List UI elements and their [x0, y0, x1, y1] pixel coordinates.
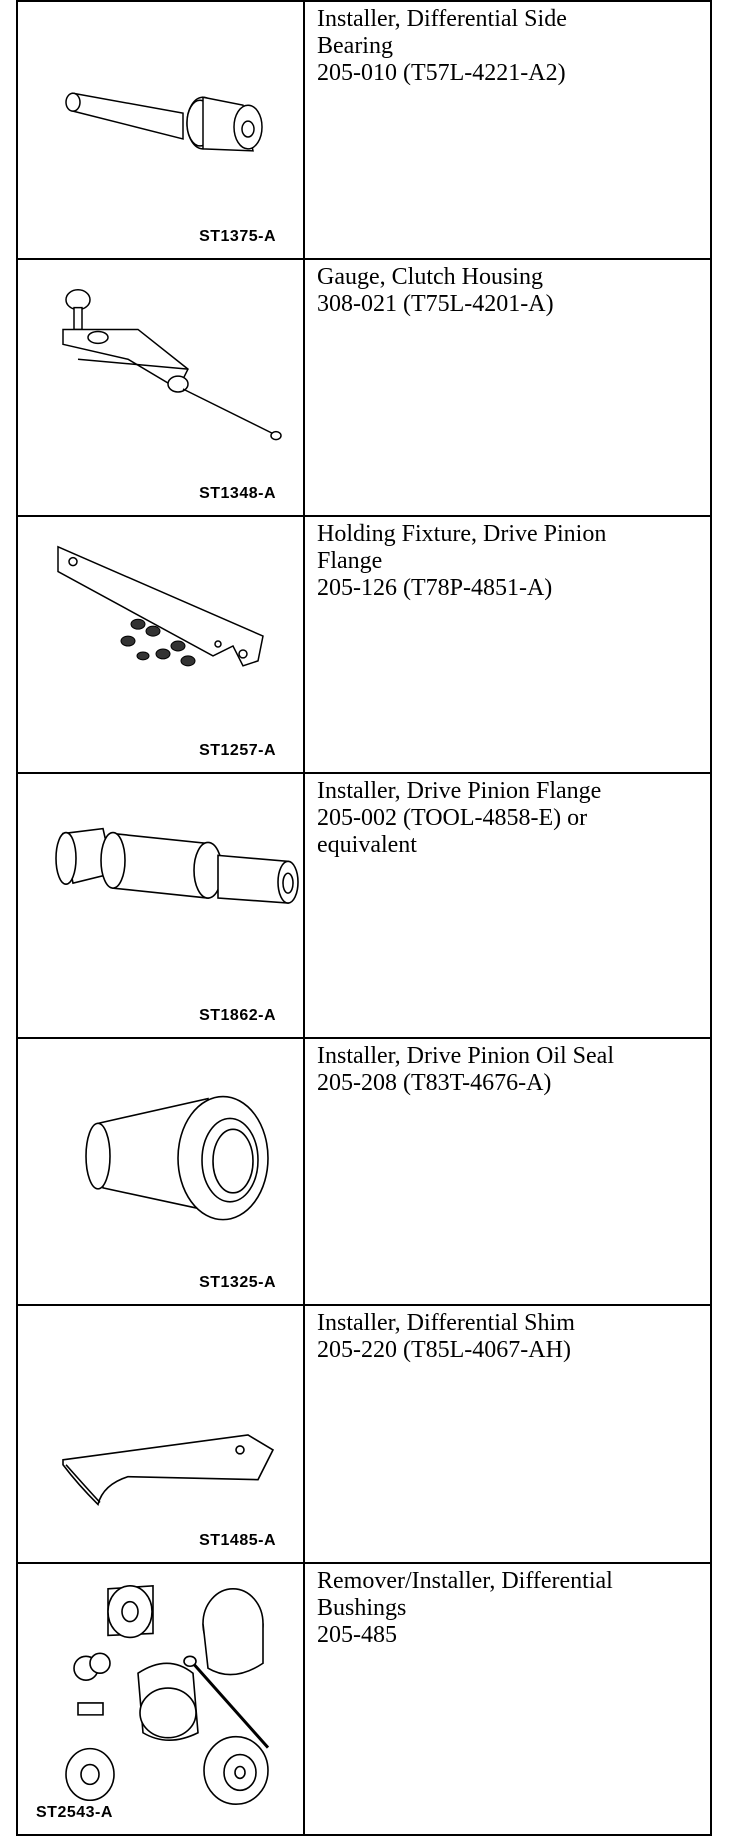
clutch-housing-gauge-icon — [18, 260, 303, 515]
tool-name: Installer, Drive Pinion Flange — [317, 778, 602, 804]
figure-id-label: ST1325-A — [199, 1274, 276, 1291]
tool-name-cont: Bushings — [317, 1595, 407, 1621]
tool-name: Installer, Differential Side — [317, 6, 567, 32]
oil-seal-installer-icon — [18, 1039, 303, 1304]
tool-name: Remover/Installer, Differential — [317, 1568, 613, 1594]
tool-part-number: 205-002 (TOOL-4858-E) or — [317, 805, 588, 831]
tool-row — [17, 1038, 711, 1305]
special-tools-table — [16, 0, 712, 1836]
figure-id-label: ST1485-A — [199, 1532, 276, 1549]
tool-description-cell — [304, 1038, 711, 1305]
tool-row — [17, 1305, 711, 1563]
tool-illustration-cell — [17, 259, 304, 516]
figure-id-label: ST1862-A — [199, 1007, 276, 1024]
tool-name: Installer, Differential Shim — [317, 1310, 575, 1336]
tool-description-cell — [304, 1305, 711, 1563]
tool-illustration-cell — [17, 1038, 304, 1305]
figure-id-label: ST1375-A — [199, 228, 276, 245]
tool-description-cell — [304, 259, 711, 516]
tool-row — [17, 1563, 711, 1835]
tool-part-number: 205-010 (T57L-4221-A2) — [317, 60, 566, 86]
tool-description-cell — [304, 516, 711, 773]
tool-name-cont: Bearing — [317, 33, 393, 59]
tool-illustration-cell — [17, 1305, 304, 1563]
bearing-installer-icon — [18, 2, 303, 258]
shim-installer-icon — [18, 1306, 303, 1562]
tool-part-number: 205-220 (T85L-4067-AH) — [317, 1337, 571, 1363]
tool-illustration-cell — [17, 1563, 304, 1835]
figure-id-label: ST2543-A — [36, 1804, 113, 1821]
tool-illustration-cell — [17, 1, 304, 259]
tool-row — [17, 1, 711, 259]
tool-illustration-cell — [17, 516, 304, 773]
figure-id-label: ST1348-A — [199, 485, 276, 502]
holding-fixture-icon — [18, 517, 303, 772]
tool-note: equivalent — [317, 832, 417, 858]
tool-description-cell — [304, 1563, 711, 1835]
tool-description-cell — [304, 773, 711, 1038]
tool-description-cell — [304, 1, 711, 259]
figure-id-label: ST1257-A — [199, 742, 276, 759]
tool-name-cont: Flange — [317, 548, 383, 574]
tool-part-number: 205-485 — [317, 1622, 397, 1648]
tool-name: Gauge, Clutch Housing — [317, 264, 543, 290]
bushing-remover-installer-icon — [18, 1564, 303, 1834]
flange-installer-icon — [18, 774, 303, 1037]
tool-part-number: 205-126 (T78P-4851-A) — [317, 575, 553, 601]
tool-row — [17, 773, 711, 1038]
tool-illustration-cell — [17, 773, 304, 1038]
tool-row — [17, 516, 711, 773]
tool-part-number: 205-208 (T83T-4676-A) — [317, 1070, 552, 1096]
tool-row — [17, 259, 711, 516]
tool-name: Holding Fixture, Drive Pinion — [317, 521, 607, 547]
tool-part-number: 308-021 (T75L-4201-A) — [317, 291, 554, 317]
tool-name: Installer, Drive Pinion Oil Seal — [317, 1043, 614, 1069]
